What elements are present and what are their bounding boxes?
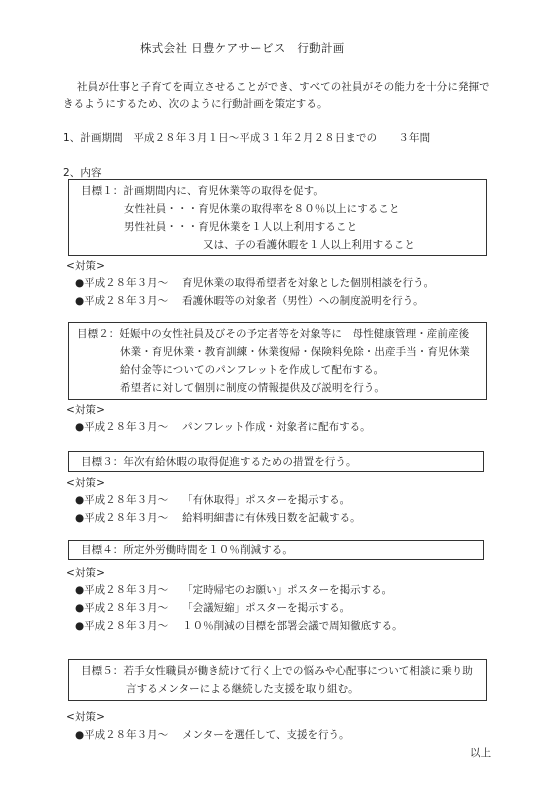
measure-1-2 (75, 294, 424, 308)
goal-4-heading: 目標４：所定外労働時間を１０％削減する。 (81, 544, 293, 556)
measure-1-1 (75, 276, 434, 290)
measure-date: ●平成２８年３月～ (75, 421, 169, 433)
measure-4-1 (75, 583, 392, 597)
goal-4-box (68, 540, 484, 560)
measure-date: ●平成２８年３月～ (75, 729, 169, 741)
measure-date: ●平成２８年３月～ (75, 295, 169, 307)
measure-date: ●平成２８年３月～ (75, 277, 169, 289)
measure-3-1 (75, 493, 350, 507)
contents-heading: 2、内容 (63, 167, 102, 179)
measure-text: 「定時帰宅のお願い」ポスターを掲示する。 (182, 584, 393, 596)
goal-1-line-2: 女性社員・・・育児休業の取得率を８０％以上にすること (124, 203, 400, 215)
goal-2-line-3: 給付金等についてのパンフレットを作成して配布する。 (120, 364, 385, 376)
goal-5-box (68, 659, 487, 701)
goal-2-line-4: 希望者に対して個別に制度の情報提供及び説明を行う。 (120, 382, 385, 394)
measure-date: ●平成２８年３月～ (75, 512, 169, 524)
goal-1-line-3: 男性社員・・・育児休業を１人以上利用すること (124, 221, 358, 233)
goal-1-line-4: 又は、子の看護休暇を１人以上利用すること (203, 239, 415, 251)
goal-1-heading: 目標１：計画期間内に、育児休業等の取得を促す。 (81, 185, 324, 197)
page-title: 株式会社 日豊ケアサービス 行動計画 (140, 41, 345, 55)
goal-2-line-2: 休業・育児休業・教育訓練・休業復帰・保険料免除・出産手当・育児休業 (120, 346, 470, 358)
measure-text: 「有休取得」ポスターを掲示する。 (182, 494, 351, 506)
measures-label-4: <対策> (66, 567, 105, 579)
intro-line-1: 社員が仕事と子育てを両立させることができ、すべての社員がその能力を十分に発揮で (77, 81, 490, 93)
measure-date: ●平成２８年３月～ (75, 620, 169, 632)
goal-2-heading: 目標２：妊娠中の女性社員及びその予定者等を対象等に 母性健康管理・産前産後 (77, 328, 470, 340)
measure-text: １０％削減の目標を部署会議で周知徹底する。 (182, 620, 403, 632)
goal-3-box (68, 451, 484, 472)
measure-text: 育児休業の取得希望者を対象とした個別相談を行う。 (182, 277, 435, 289)
measure-3-2 (75, 511, 361, 525)
measure-text: パンフレット作成・対象者に配布する。 (182, 421, 371, 433)
goal-5-line-2: 言するメンターによる継続した支援を取り組む。 (126, 683, 359, 695)
measures-label-1: <対策> (66, 260, 105, 272)
measures-label-3: <対策> (66, 477, 105, 489)
measure-2-1 (75, 420, 371, 434)
plan-period: 1、計画期間 平成２８年３月１日～平成３１年２月２８日までの ３年間 (63, 132, 431, 144)
measure-text: 給料明細書に有休残日数を記載する。 (182, 512, 361, 524)
closing-text: 以上 (470, 747, 492, 759)
measure-4-3 (75, 619, 403, 633)
measure-date: ●平成２８年３月～ (75, 602, 169, 614)
measure-date: ●平成２８年３月～ (75, 494, 169, 506)
goal-3-heading: 目標３：年次有給休暇の取得促進するための措置を行う。 (81, 456, 357, 468)
measures-label-5: <対策> (66, 711, 105, 723)
goal-2-box (68, 322, 487, 400)
goal-1-box (68, 179, 487, 256)
measure-text: 「会議短縮」ポスターを掲示する。 (182, 602, 351, 614)
intro-line-2: きるようにするため、次のように行動計画を策定する。 (63, 98, 328, 110)
measure-text: メンターを選任して、支援を行う。 (182, 729, 350, 741)
measure-5-1 (75, 728, 350, 742)
measures-label-2: <対策> (66, 404, 105, 416)
measure-4-2 (75, 601, 350, 615)
measure-date: ●平成２８年３月～ (75, 584, 169, 596)
goal-5-heading: 目標５：若手女性職員が働き続けて行く上での悩みや心配事について相談に乗り助 (81, 665, 473, 677)
measure-text: 看護休暇等の対象者（男性）への制度説明を行う。 (182, 295, 424, 307)
